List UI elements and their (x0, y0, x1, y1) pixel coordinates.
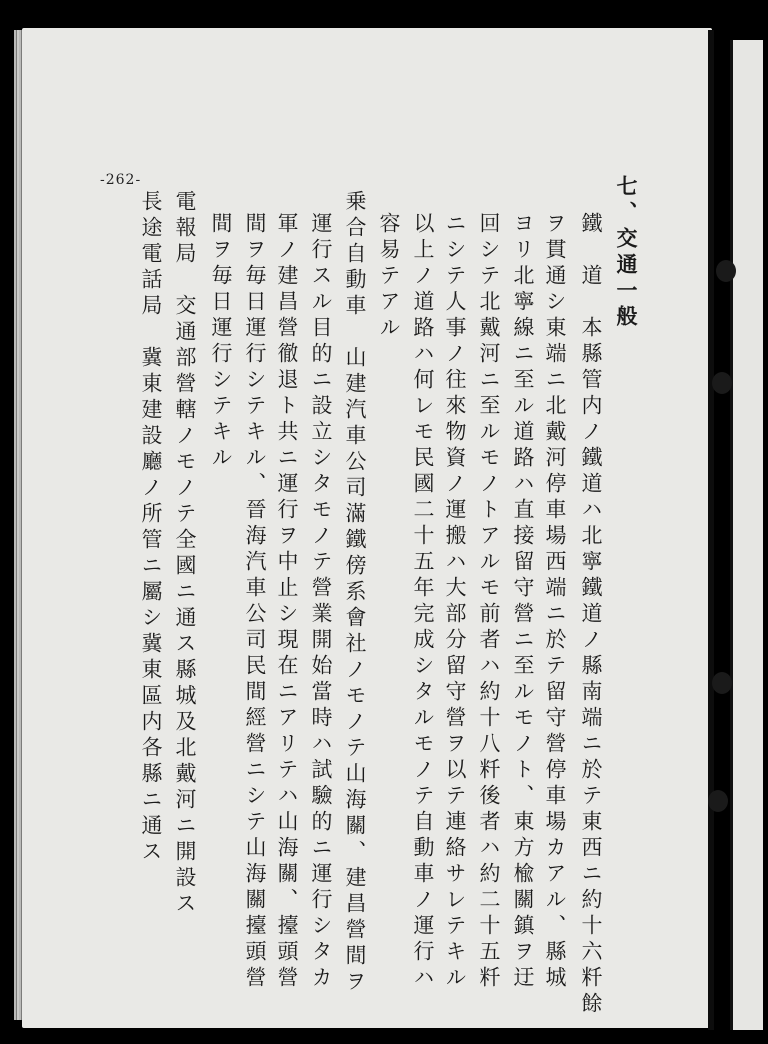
next-page-strip (730, 40, 763, 1030)
text-column: 長途電話局 冀東建設廳ノ所管ニ屬シ冀東區内各縣ニ通ス (139, 190, 163, 866)
text-column: ヨリ北寧線ニ至ル道路ハ直接留守營ニ至ルモノト、東方楡關鎮ヲ迂 (511, 212, 535, 992)
binding-hole (712, 672, 732, 694)
text-column: 乗合自動車 山建汽車公司滿鐵傍系會社ノモノテ山海關、建昌營間ヲ (343, 190, 367, 996)
gutter-shadow (708, 30, 714, 1030)
binding-hole (712, 372, 732, 394)
text-column: 回シテ北戴河ニ至ルモノトアルモ前者ハ約十八粁後者ハ約二十五粁 (477, 212, 501, 992)
binding-hole (716, 260, 736, 282)
text-column: ヲ貫通シ東端ニ北戴河停車場西端ニ於テ留守營停車場カアル、縣城 (543, 212, 567, 992)
text-column: 電報局 交通部營轄ノモノテ全國ニ通ス縣城及北戴河ニ開設ス (173, 190, 197, 918)
section-heading: 七、交通一般 (614, 175, 639, 331)
text-column: 軍ノ建昌營徹退ト共ニ運行ヲ中止シ現在ニアリテハ山海關、擡頭營 (275, 212, 299, 992)
text-column: 間ヲ毎日運行シテキル、晉海汽車公司民間經營ニシテ山海關擡頭營 (243, 212, 267, 992)
text-column: 以上ノ道路ハ何レモ民國二十五年完成シタルモノテ自動車ノ運行ハ (411, 212, 435, 992)
binding-hole (708, 790, 728, 812)
text-column: ニシテ人事ノ往來物資ノ運搬ハ大部分留守營ヲ以テ連絡サレテキル (443, 212, 467, 992)
page-number: -262- (100, 172, 142, 188)
text-column: 鐵 道 本縣管内ノ鐵道ハ北寧鐵道ノ縣南端ニ於テ東西ニ約十六粁餘 (579, 212, 603, 1018)
text-column: 容易テアル (377, 212, 401, 342)
text-column: 間ヲ毎日運行シテキル (209, 212, 233, 472)
text-column: 運行スル目的ニ設立シタモノテ營業開始當時ハ試驗的ニ運行シタカ (309, 212, 333, 992)
